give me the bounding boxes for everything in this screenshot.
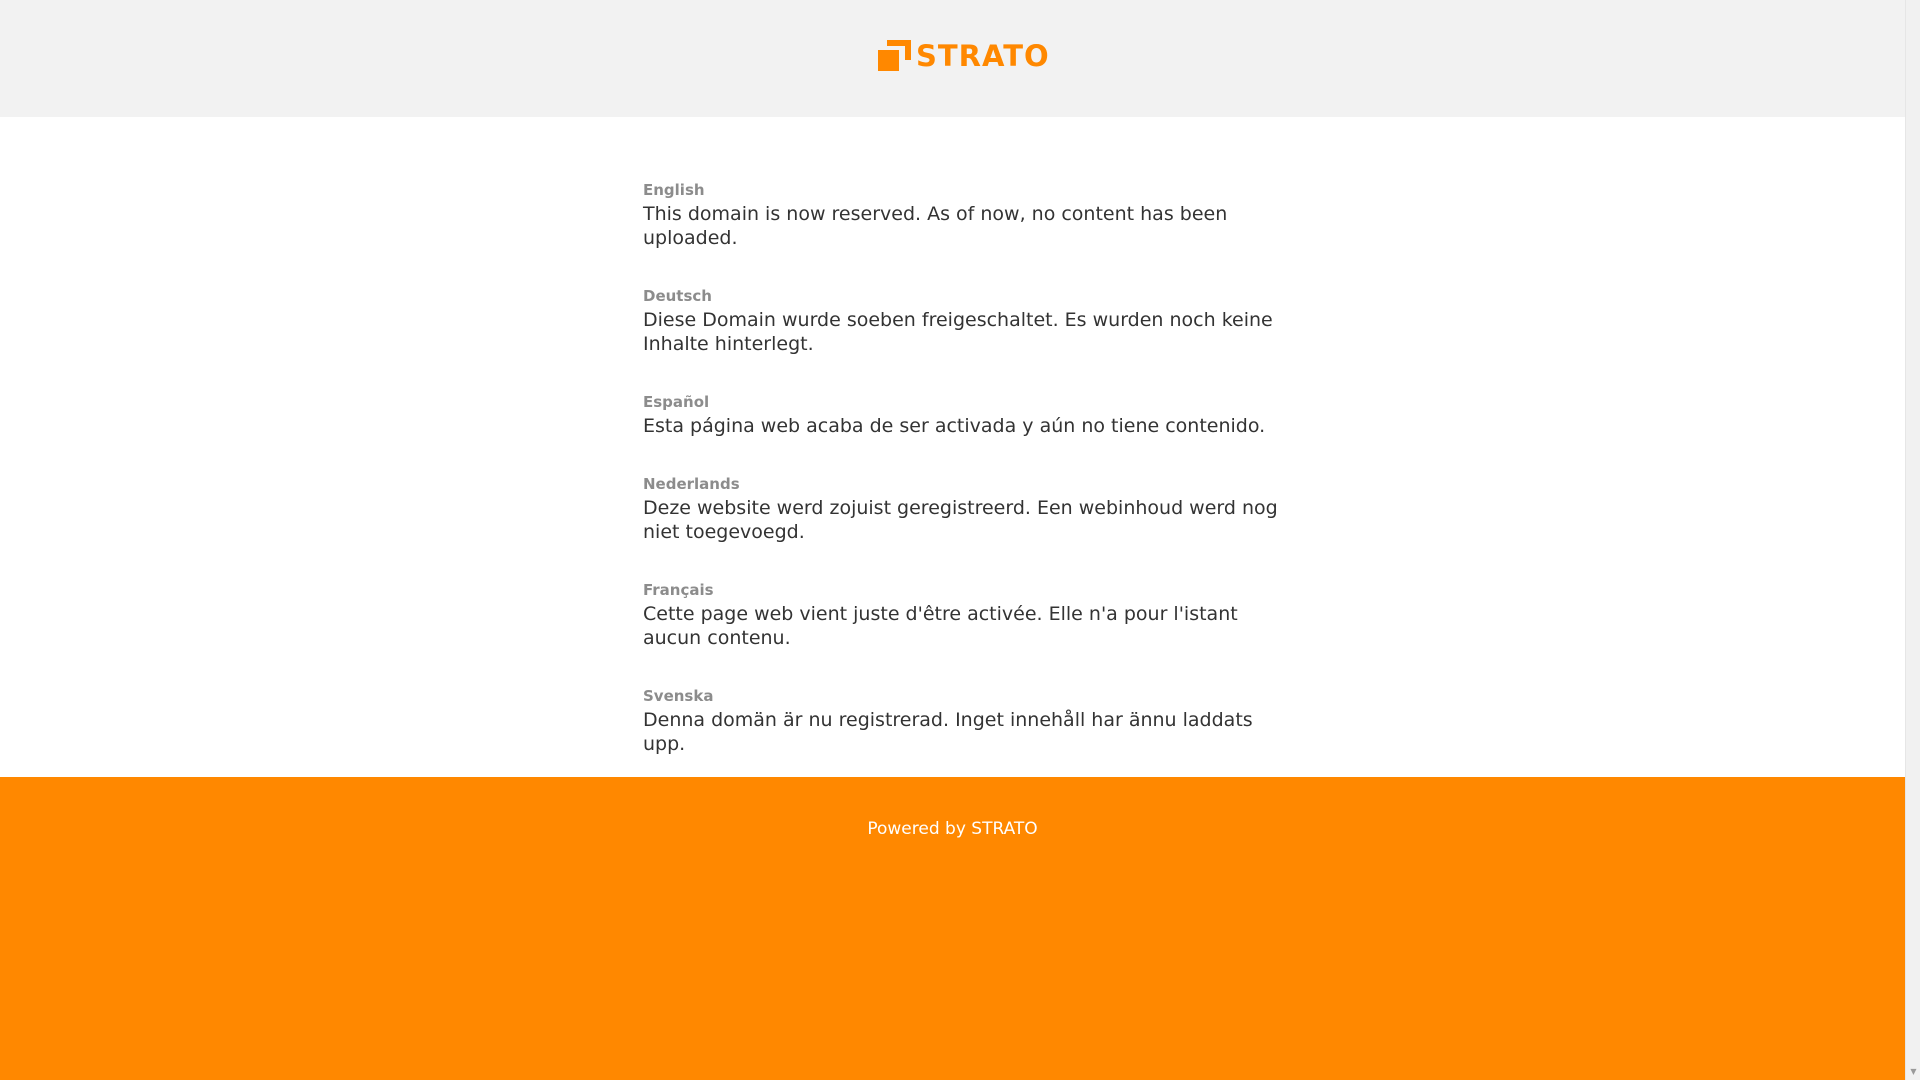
language-message: Cette page web vient juste d'être activée. Elle n'a pour l'istant aucun contenu. [643, 603, 1238, 649]
language-block-francais [643, 578, 1278, 650]
logo-text: STRATO [916, 39, 1050, 73]
powered-by-text[interactable]: Powered by STRATO [867, 819, 1038, 839]
language-block-nederlands [643, 472, 1278, 544]
strato-logo-icon [878, 40, 910, 72]
language-message: Esta página web acaba de ser activada y aún no tiene contenido. [643, 415, 1266, 437]
main-content [643, 178, 1278, 790]
language-name: Français [643, 581, 714, 599]
strato-logo[interactable] [878, 39, 1050, 73]
language-message: This domain is now reserved. As of now, no content has been uploaded. [643, 203, 1228, 249]
language-name: Svenska [643, 687, 714, 705]
vertical-scrollbar[interactable] [1905, 0, 1920, 1080]
language-block-svenska [643, 684, 1278, 756]
language-block-english [643, 178, 1278, 250]
chevron-down-icon[interactable]: ▼ [1910, 1067, 1917, 1076]
language-name: Español [643, 393, 710, 411]
language-message: Deze website werd zojuist geregistreerd. Een webinhoud werd nog niet toegevoegd. [643, 497, 1278, 543]
language-message: Diese Domain wurde soeben freigeschaltet. Es wurden noch keine Inhalte hinterlegt. [643, 309, 1273, 355]
language-block-deutsch [643, 284, 1278, 356]
header [0, 0, 1905, 117]
footer [0, 777, 1905, 1080]
language-message: Denna domän är nu registrerad. Inget innehåll har ännu laddats upp. [643, 709, 1253, 755]
language-block-espanol [643, 390, 1278, 438]
language-name: English [643, 181, 705, 199]
language-name: Nederlands [643, 475, 740, 493]
language-name: Deutsch [643, 287, 712, 305]
